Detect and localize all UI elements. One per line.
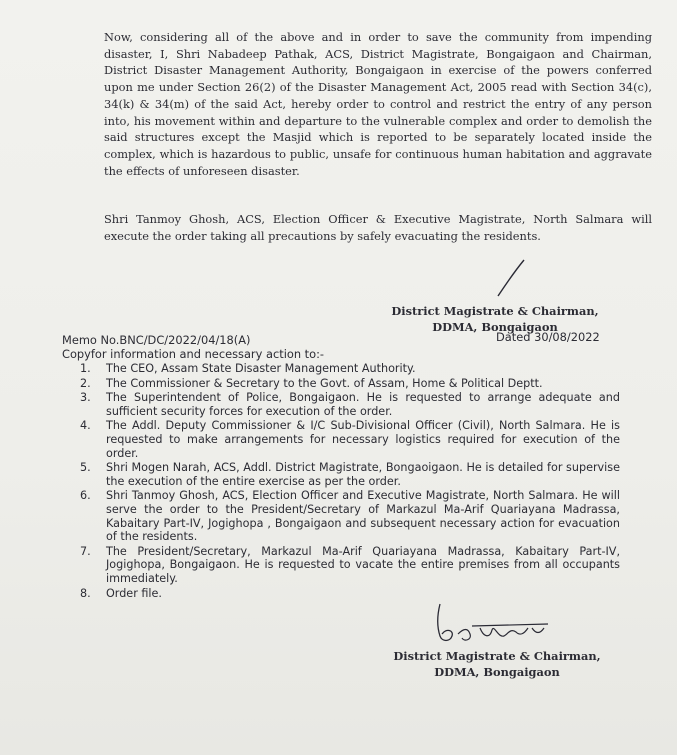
- recipient-number: 8.: [80, 586, 91, 600]
- recipient-number: 1.: [80, 362, 91, 375]
- recipient-number: 7.: [80, 544, 91, 558]
- recipient-list: [80, 362, 620, 601]
- recipient-number: 3.: [80, 391, 91, 405]
- recipient-item: [80, 489, 620, 543]
- recipient-item: [80, 391, 620, 418]
- recipient-text: The President/Secretary, Markazul Ma-Arif Quariayana Madrassa, Kabaitary Part-IV, Jogighopa, Bongaigaon. He is requested to vacate the entire premises from all occupants immediately.: [106, 544, 620, 585]
- recipient-number: 6.: [80, 489, 91, 503]
- signature-stroke-top: [496, 258, 526, 298]
- recipient-item: [80, 362, 620, 376]
- copy-for-line: Copyfor information and necessary action to:-: [62, 347, 325, 361]
- memo-date: Dated 30/08/2022: [496, 330, 600, 344]
- recipient-item: [80, 377, 620, 391]
- recipient-text: Order file.: [106, 586, 162, 600]
- recipient-item: [80, 461, 620, 488]
- recipient-number: 4.: [80, 419, 91, 433]
- recipient-item: [80, 545, 620, 586]
- signatory-authority: DDMA, Bongaigaon: [434, 665, 560, 679]
- signatory-title: District Magistrate & Chairman,: [393, 649, 601, 663]
- recipient-item: [80, 419, 620, 460]
- recipient-number: 2.: [80, 376, 91, 390]
- memo-number: Memo No.BNC/DC/2022/04/18(A): [62, 333, 251, 347]
- recipient-text: Shri Tanmoy Ghosh, ACS, Election Officer and Executive Magistrate, North Salmara. He will serve the order to the President/Secretary of Markazul Ma-Arif Quariayana Madrassa, Kabaitary Part-IV, Jogighopa , Bongaigaon and subsequent necessary action for evacuation of the residents.: [106, 489, 620, 544]
- recipient-text: The Commissioner & Secretary to the Govt. of Assam, Home & Political Deptt.: [106, 376, 543, 390]
- recipient-text: The Addl. Deputy Commissioner & I/C Sub-Divisional Officer (Civil), North Salmara. He is requested to make arrangements for necessary logistics required for execution of the order.: [106, 419, 620, 460]
- signature-bottom: [428, 598, 558, 650]
- signatory-authority: DDMA, Bongaigaon: [432, 320, 558, 334]
- recipient-number: 5.: [80, 461, 91, 475]
- recipient-text: The Superintendent of Police, Bongaigaon. He is requested to arrange adequate and sufficient security forces for execution of the order.: [106, 391, 620, 418]
- signatory-block-bottom: [384, 648, 610, 680]
- order-paragraph: Now, considering all of the above and in order to save the community from impending disaster, I, Shri Nabadeep Pathak, ACS, District Magistrate, Bongaigaon and Chairman, District Disaster Management Authority, Bongaigaon in exercise of the powers conferred upon me under Section 26(2) of the Disaster Management Act, 2005 read with Section 34(c), 34(k) & 34(m) of the said Act, hereby order to control and restrict the entry of any person into, his movement within and departure to the vulnerable complex and order to demolish the said structures except the Masjid which is reported to be separately located inside the complex, which is hazardous to public, unsafe for continuous human habitation and aggravate the effects of unforeseen disaster.: [104, 30, 652, 178]
- signatory-title: District Magistrate & Chairman,: [391, 304, 599, 318]
- execution-paragraph: Shri Tanmoy Ghosh, ACS, Election Officer & Executive Magistrate, North Salmara will execute the order taking all precautions by safely evacuating the residents.: [104, 212, 652, 243]
- recipient-text: Shri Mogen Narah, ACS, Addl. District Magistrate, Bongaoigaon. He is detailed for supervise the execution of the entire exercise as per the order.: [106, 461, 620, 488]
- recipient-text: The CEO, Assam State Disaster Management Authority.: [106, 362, 416, 375]
